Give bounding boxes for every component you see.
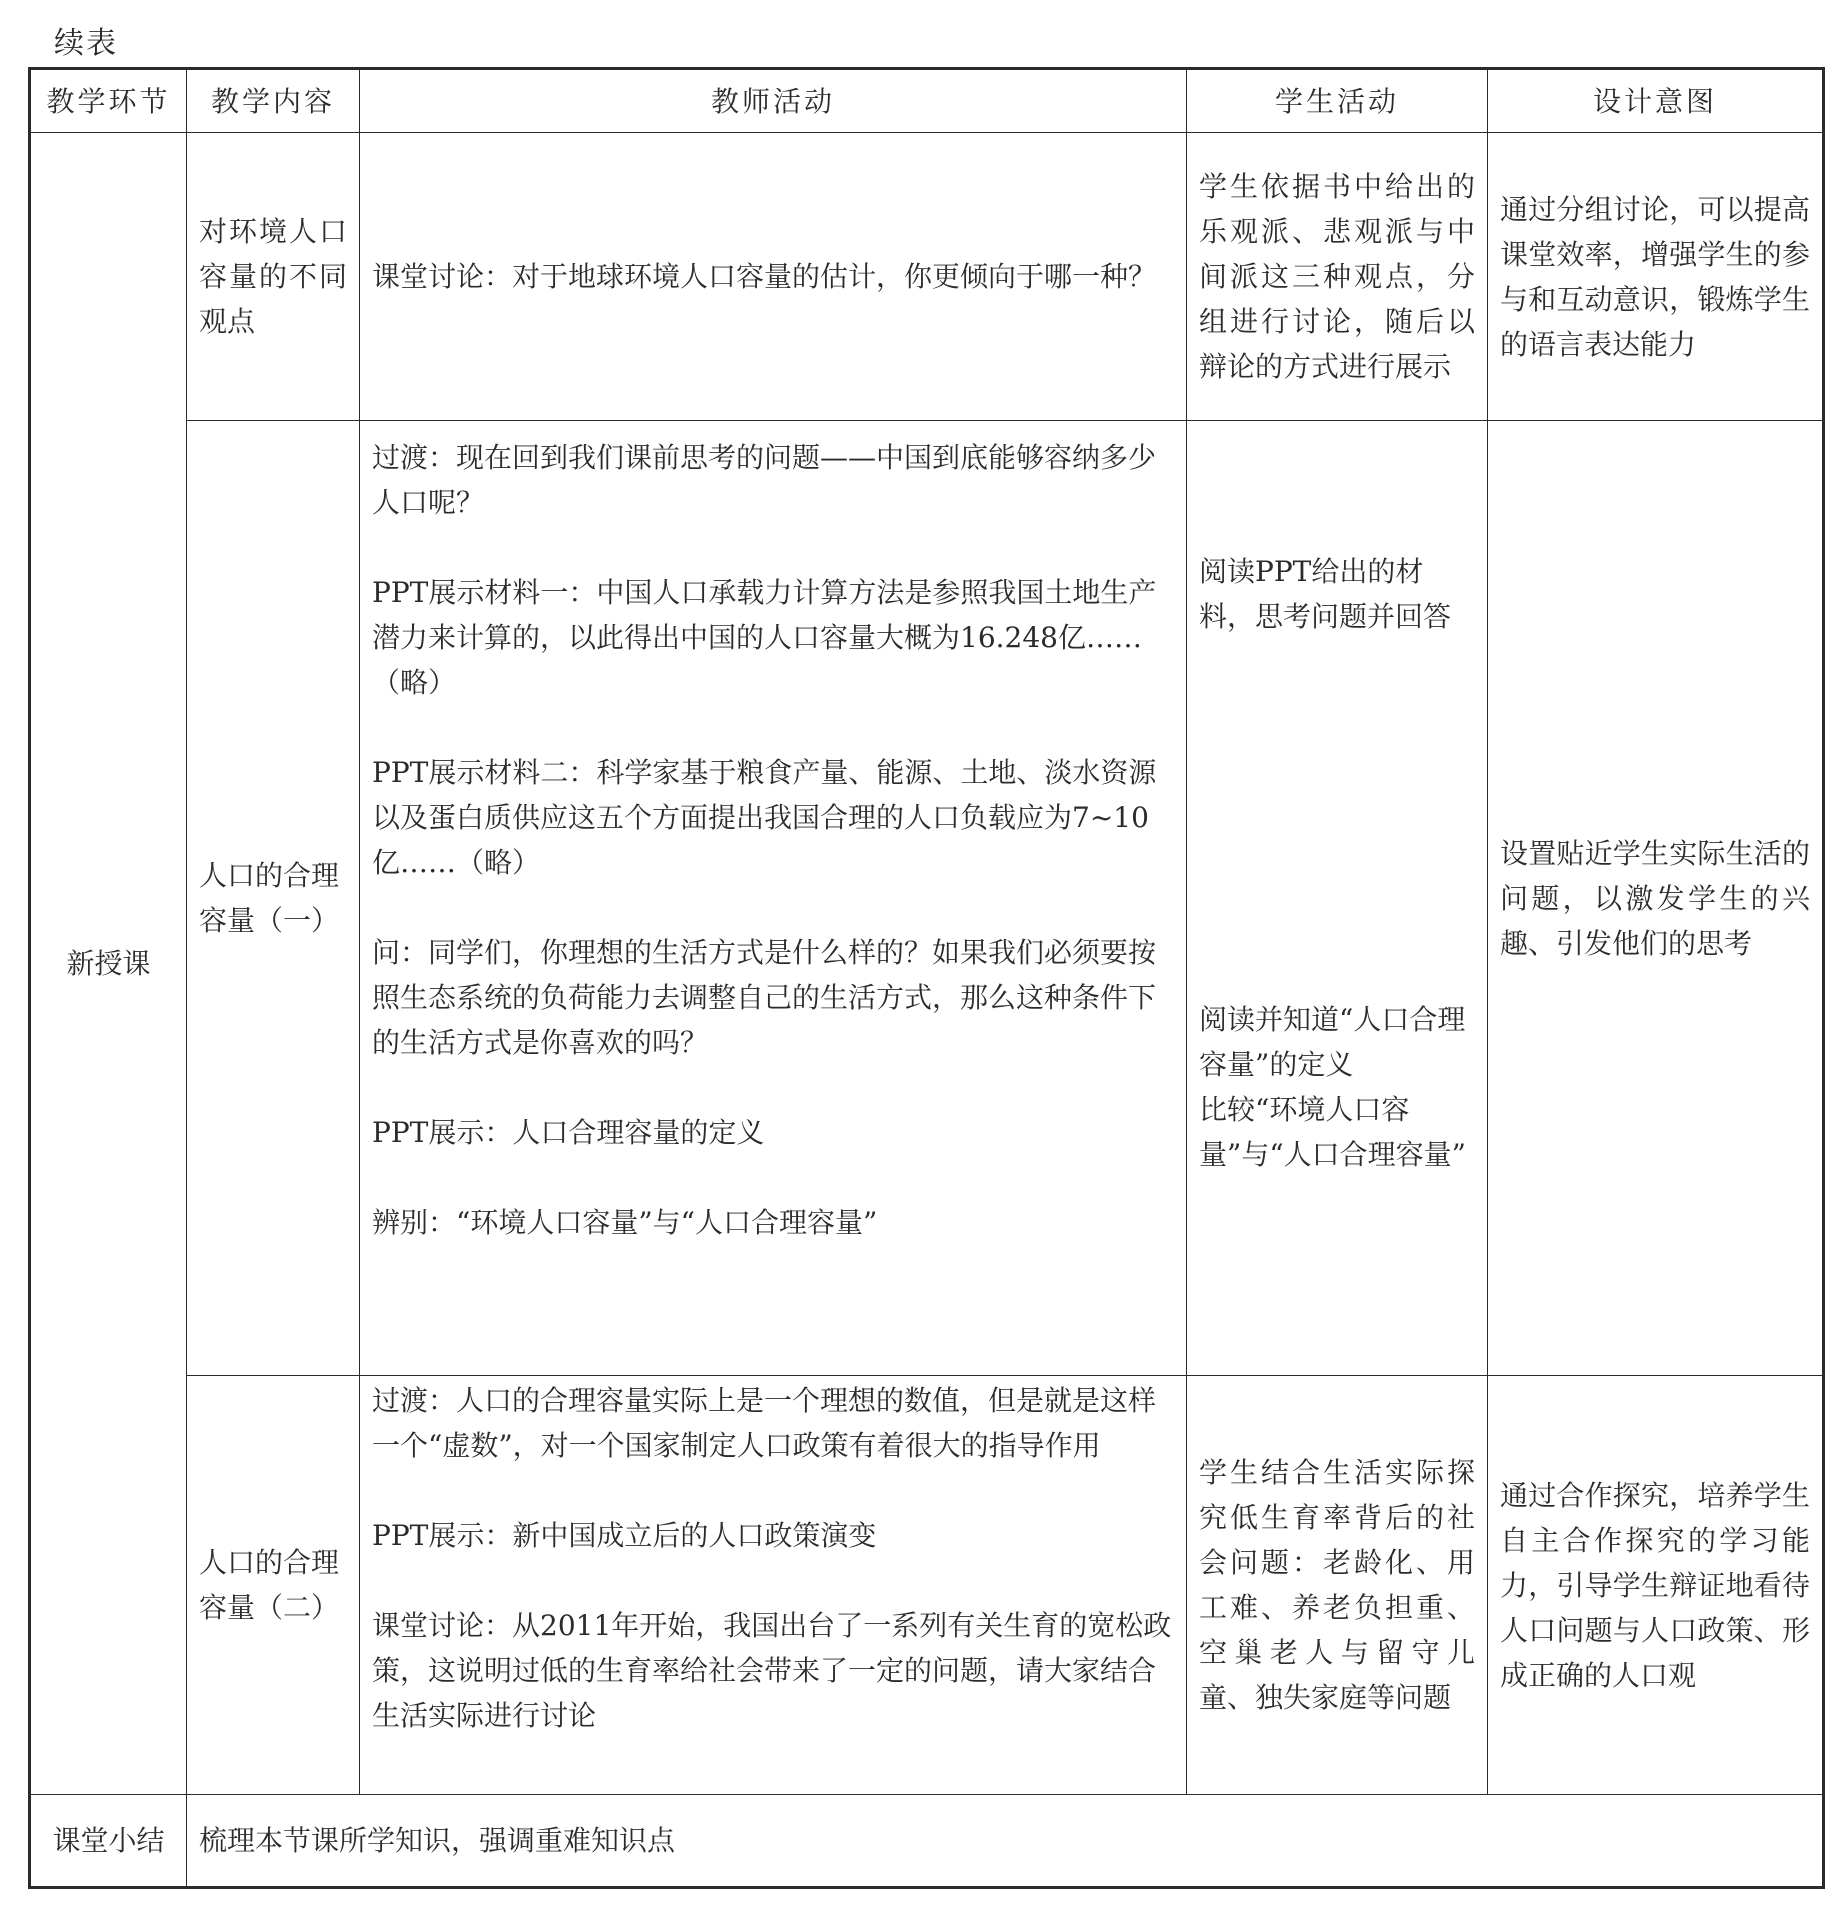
teacher-activity-cell [360,421,1187,1376]
teacher-text: PPT展示：人口合理容量的定义 [372,1116,765,1149]
table-row [30,1376,1824,1795]
header-teaching-stage: 教学环节 [30,69,187,133]
header-teaching-content: 教学内容 [187,69,360,133]
design-intent-cell: 通过分组讨论，可以提高课堂效率，增强学生的参与和互动意识，锻炼学生的语言表达能力 [1488,133,1824,421]
teacher-text: 问：同学们，你理想的生活方式是什么样的？如果我们必须要按照生态系统的负荷能力去调整自己的生活方式，那么这种条件下的生活方式是你喜欢的吗？ [372,936,1157,1059]
student-activity-cell: 学生结合生活实际探究低生育率背后的社会问题：老龄化、用工难、养老负担重、空巢老人与留守儿童、独失家庭等问题 [1187,1376,1488,1795]
student-text: 比较“环境人口容量”与“人口合理容量” [1199,1093,1466,1171]
stage-new-lesson: 新授课 [30,133,187,1795]
design-intent-cell: 设置贴近学生实际生活的问题，以激发学生的兴趣、引发他们的思考 [1488,421,1824,1376]
table-row [30,421,1824,1376]
content-cell: 人口的合理容量（二） [187,1376,360,1795]
teacher-text: PPT展示材料一：中国人口承载力计算方法是参照我国土地生产潜力来计算的，以此得出中国的人口容量大概为16.248亿……（略） [372,576,1157,699]
header-design-intent: 设计意图 [1488,69,1824,133]
student-text: 阅读并知道“人口合理容量”的定义 [1199,1003,1466,1081]
content-cell: 对环境人口容量的不同观点 [187,133,360,421]
teacher-activity-cell [360,1376,1187,1795]
teacher-text: PPT展示材料二：科学家基于粮食产量、能源、土地、淡水资源以及蛋白质供应这五个方面提出我国合理的人口负载应为7~10亿……（略） [372,756,1157,879]
summary-text: 梳理本节课所学知识，强调重难知识点 [187,1795,1824,1888]
table-row [30,133,1824,421]
student-activity-cell [1187,421,1488,1376]
teacher-text: PPT展示：新中国成立后的人口政策演变 [372,1519,877,1552]
header-student-activity: 学生活动 [1187,69,1488,133]
lesson-plan-table [28,67,1825,1889]
teacher-text: 辨别：“环境人口容量”与“人口合理容量” [372,1206,878,1239]
design-intent-cell: 通过合作探究，培养学生自主合作探究的学习能力，引导学生辩证地看待人口问题与人口政策、形成正确的人口观 [1488,1376,1824,1795]
teacher-text: 过渡：人口的合理容量实际上是一个理想的数值，但是就是这样一个“虚数”，对一个国家制定人口政策有着很大的指导作用 [372,1384,1157,1462]
header-row [30,69,1824,133]
content-cell: 人口的合理容量（一） [187,421,360,1376]
student-activity-cell: 学生依据书中给出的乐观派、悲观派与中间派这三种观点，分组进行讨论，随后以辩论的方式进行展示 [1187,133,1488,421]
header-teacher-activity: 教师活动 [360,69,1187,133]
teacher-text: 课堂讨论：从2011年开始，我国出台了一系列有关生育的宽松政策，这说明过低的生育率给社会带来了一定的问题，请大家结合生活实际进行讨论 [372,1609,1172,1732]
table-caption: 续表 [54,26,118,61]
teacher-text: 课堂讨论：对于地球环境人口容量的估计，你更倾向于哪一种？ [372,260,1157,293]
summary-row [30,1795,1824,1888]
teacher-activity-cell [360,133,1187,421]
student-text: 阅读PPT给出的材料，思考问题并回答 [1199,555,1452,633]
stage-summary: 课堂小结 [30,1795,187,1888]
teacher-text: 过渡：现在回到我们课前思考的问题——中国到底能够容纳多少人口呢？ [372,441,1157,519]
